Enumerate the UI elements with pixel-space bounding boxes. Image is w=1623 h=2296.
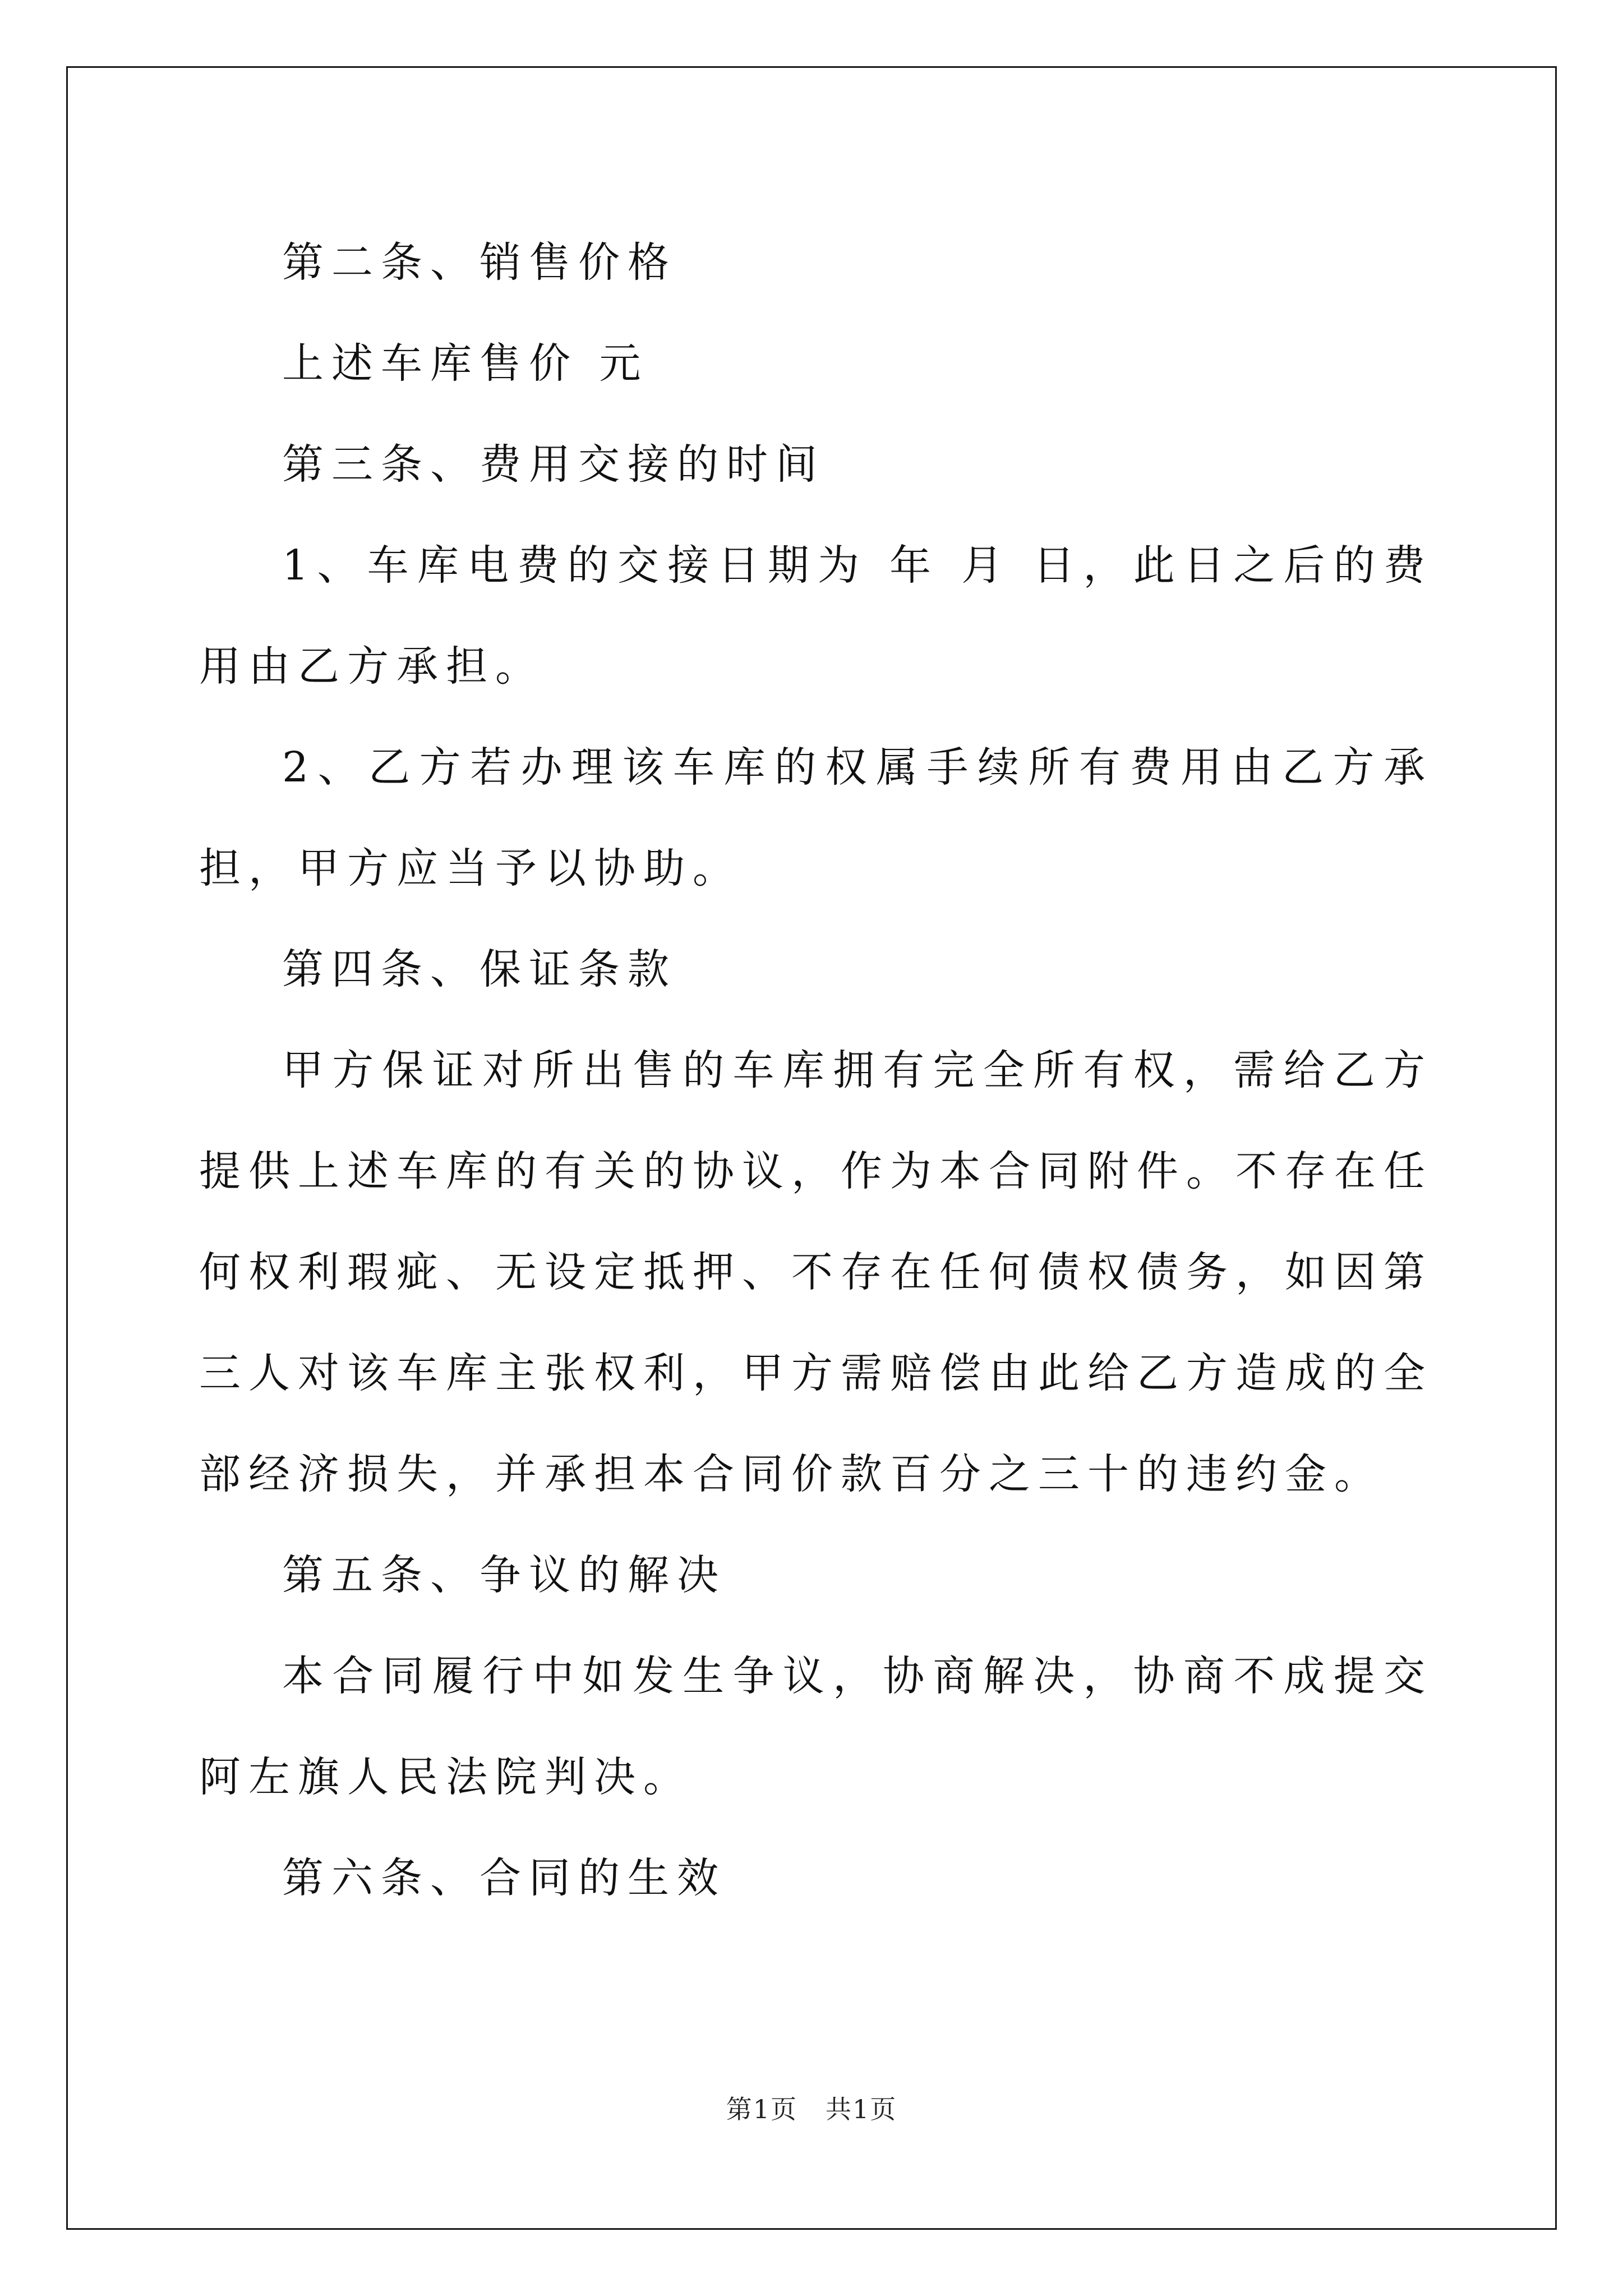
- paragraph-electricity: 1、车库电费的交接日期为 年 月 日，此日之后的费用由乙方承担。: [199, 541, 1433, 691]
- section-heading-5: 第五条、争议的解决: [282, 1551, 726, 1599]
- section-heading-4: 第四条、保证条款: [282, 945, 677, 993]
- section-heading-3: 第三条、费用交接的时间: [282, 440, 825, 489]
- section-heading-2: 第二条、销售价格: [282, 238, 677, 287]
- paragraph-ownership-fees: 2、乙方若办理该车库的权属手续所有费用由乙方承担，甲方应当予以协助。: [199, 743, 1433, 892]
- paragraph-price: 上述车库售价 元: [282, 339, 649, 388]
- paragraph-dispute: 本合同履行中如发生争议，协商解决，协商不成提交阿左旗人民法院判决。: [199, 1652, 1433, 1801]
- page-footer: [0, 2089, 1623, 2126]
- section-heading-6: 第六条、合同的生效: [282, 1854, 726, 1902]
- document-body: [199, 212, 1433, 1929]
- page-number: 第1页: [726, 2094, 797, 2124]
- paragraph-guarantee: 甲方保证对所出售的车库拥有完全所有权，需给乙方提供上述车库的有关的协议，作为本合同附件。不存在任何权利瑕疵、无设定抵押、不存在任何债权债务，如因第三人对该车库主张权利，甲方需赔偿由此给乙方造成的全部经济损失，并承担本合同价款百分之三十的违约金。: [199, 1046, 1433, 1498]
- page-total: 共1页: [826, 2094, 897, 2124]
